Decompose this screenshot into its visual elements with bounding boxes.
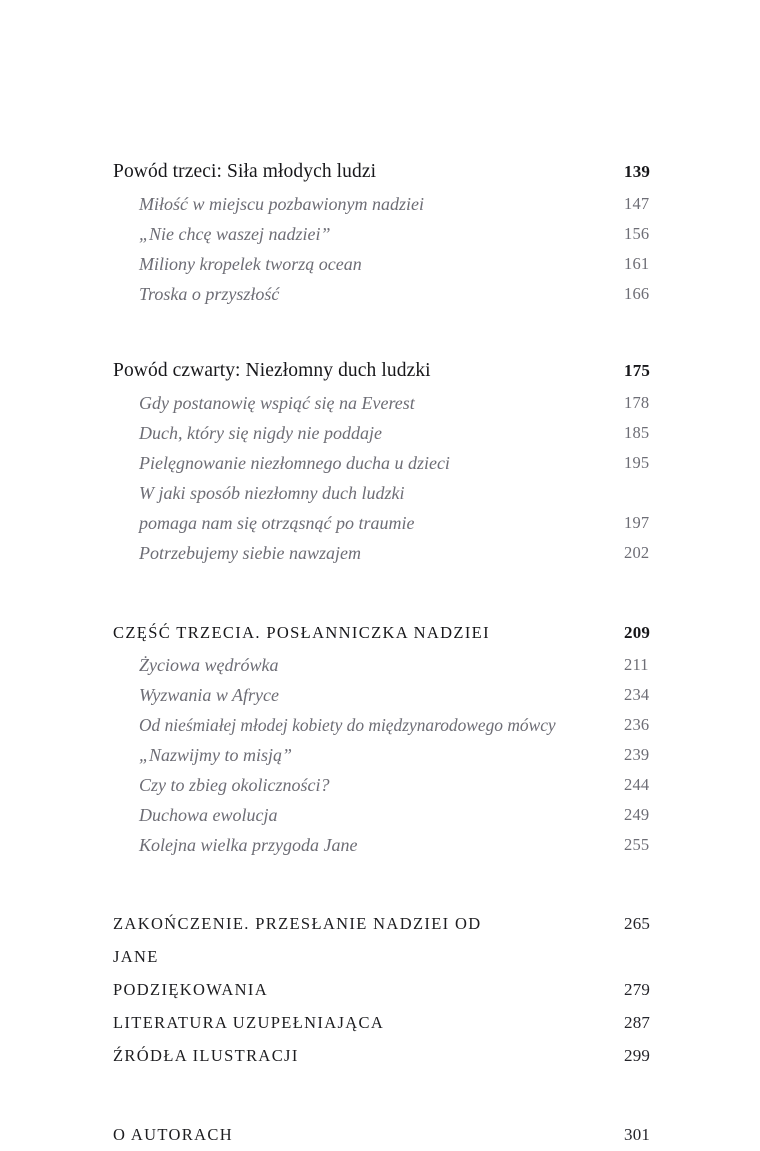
toc-part-title: CZĘŚĆ TRZECIA. POSŁANNICZKA NADZIEI [113, 623, 490, 642]
toc-entry[interactable] [139, 650, 660, 680]
toc-entry-page: 249 [624, 805, 650, 824]
toc-entry-page: 211 [624, 655, 649, 674]
toc-entry[interactable] [139, 538, 660, 568]
toc-entry-page: 255 [624, 835, 650, 854]
toc-entry[interactable] [139, 219, 660, 249]
toc-entry-title: Miliony kropelek tworzą ocean [139, 254, 362, 274]
toc-entry-title: Troska o przyszłość [139, 284, 280, 304]
toc-part-page: 209 [624, 623, 651, 642]
toc-entry-page: 166 [624, 284, 650, 303]
toc-entry[interactable] [139, 189, 660, 219]
toc-entry-title: Pielęgnowanie niezłomnego ducha u dzieci [139, 453, 450, 473]
toc-entry-title: „Nazwijmy to misją” [139, 745, 293, 765]
toc-entry-page: 244 [624, 775, 650, 794]
toc-entry-title: Duch, który się nigdy nie poddaje [139, 423, 382, 443]
toc-chapter-title: Powód czwarty: Niezłomny duch ludzki [113, 360, 431, 381]
toc-backmatter-page: 279 [624, 980, 651, 999]
toc-entry[interactable] [139, 418, 660, 448]
toc-entry-title: Duchowa ewolucja [139, 805, 278, 825]
toc-entry-page: 236 [624, 715, 650, 734]
toc-backmatter-page: 265 [624, 914, 651, 933]
toc-entry[interactable] [139, 830, 660, 860]
toc-entry-title: Miłość w miejscu pozbawionym nadziei [139, 194, 424, 214]
toc-entry-title: Wyzwania w Afryce [139, 685, 279, 705]
toc-section-powod-czwarty [113, 354, 660, 568]
toc-entry-title: „Nie chcę waszej nadziei” [139, 224, 331, 244]
toc-entry-page: 178 [624, 393, 650, 412]
toc-entry-title: Gdy postanowię wspiąć się na Everest [139, 393, 415, 413]
toc-entry-page: 239 [624, 745, 650, 764]
toc-entry-title: Życiowa wędrówka [139, 655, 279, 675]
toc-part-heading[interactable] [113, 616, 660, 650]
toc-entry[interactable] [139, 680, 660, 710]
toc-chapter-heading[interactable] [113, 155, 660, 189]
toc-backmatter [113, 907, 660, 1072]
toc-backmatter-page: 299 [624, 1046, 651, 1065]
toc-entry[interactable] [139, 710, 660, 740]
toc-entry-page: 185 [624, 423, 650, 442]
toc-backmatter-page: 287 [624, 1013, 651, 1032]
toc-backmatter-title: ŹRÓDŁA ILUSTRACJI [113, 1046, 299, 1065]
toc-entry[interactable] [139, 478, 660, 538]
toc-section-czesc-trzecia [113, 616, 660, 860]
toc-entry[interactable] [139, 448, 660, 478]
toc-chapter-page: 139 [624, 162, 651, 181]
toc-final-item-o-autorach[interactable] [113, 1118, 660, 1151]
toc-entry-page: 234 [624, 685, 650, 704]
toc-final-page: 301 [624, 1125, 651, 1144]
toc-entry[interactable] [139, 740, 660, 770]
toc-entry-title: Potrzebujemy siebie nawzajem [139, 543, 361, 563]
toc-backmatter-item-zakonczenie[interactable] [113, 907, 660, 973]
toc-entry-page: 202 [624, 543, 650, 562]
table-of-contents [113, 155, 660, 1151]
toc-entry-title-line2: pomaga nam się otrząsnąć po traumie [139, 513, 415, 533]
toc-backmatter-title: ZAKOŃCZENIE. PRZESŁANIE NADZIEI OD JANE [113, 914, 482, 966]
toc-entry-title [139, 478, 660, 538]
toc-chapter-page: 175 [624, 361, 651, 380]
toc-chapter-heading[interactable] [113, 354, 660, 388]
toc-chapter-title: Powód trzeci: Siła młodych ludzi [113, 161, 377, 182]
toc-entry[interactable] [139, 770, 660, 800]
toc-entry[interactable] [139, 249, 660, 279]
toc-entry[interactable] [139, 388, 660, 418]
toc-section-powod-trzeci [113, 155, 660, 309]
toc-entry[interactable] [139, 279, 660, 309]
toc-backmatter-title: PODZIĘKOWANIA [113, 980, 269, 999]
toc-backmatter-title: LITERATURA UZUPEŁNIAJĄCA [113, 1013, 385, 1032]
toc-entry-title-line1: W jaki sposób niezłomny duch ludzki [139, 483, 405, 503]
toc-backmatter-item-zrodla[interactable] [113, 1039, 660, 1072]
toc-entry-page: 161 [624, 254, 650, 273]
toc-entry[interactable] [139, 800, 660, 830]
toc-backmatter-item-literatura[interactable] [113, 1006, 660, 1039]
toc-entry-page: 156 [624, 224, 650, 243]
toc-entry-page: 197 [624, 513, 650, 532]
toc-entry-title: Czy to zbieg okoliczności? [139, 775, 330, 795]
toc-entry-title: Od nieśmiałej młodej kobiety do międzynarodowego mówcy [139, 715, 556, 735]
toc-final [113, 1118, 660, 1151]
toc-backmatter-item-podziekowania[interactable] [113, 973, 660, 1006]
toc-entry-title: Kolejna wielka przygoda Jane [139, 835, 358, 855]
toc-final-title: O AUTORACH [113, 1125, 234, 1144]
toc-entry-page: 195 [624, 453, 650, 472]
toc-entry-page: 147 [624, 194, 650, 213]
